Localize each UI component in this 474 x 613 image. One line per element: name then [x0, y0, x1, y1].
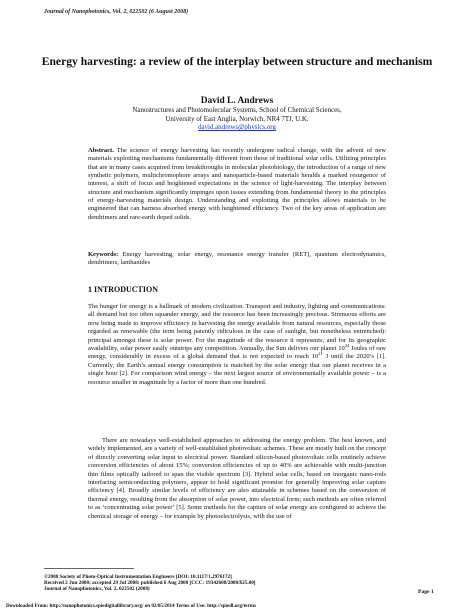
intro-p1-exponent-2: 21	[318, 351, 323, 357]
keywords-text: Energy harvesting, solar energy, resonance energy transfer (RET), quantum electrodynamics, dendrimers, lanthanides	[88, 251, 386, 267]
author-name: David L. Andrews	[200, 96, 274, 106]
affiliation-line-1: Nanostructures and Photomolecular Systems, School of Chemical Sciences,	[132, 107, 342, 114]
copyright-footnote	[44, 574, 424, 593]
author-email-link[interactable]: david.andrews@physics.org	[198, 124, 276, 132]
footnote-line-1: ©2008 Society of Photo-Optical Instrumentation Engineers [DOI: 10.1117/1.2976172]	[44, 574, 232, 580]
affiliation-line-2: University of East Anglia, Norwich, NR4 7TJ, U.K.	[165, 115, 309, 123]
abstract-text: The science of energy harvesting has recently undergone radical change, with the advent of new materials exploiting mechanisms fundamentally different from those of traditional solar cells. Utilizing principles that are in many cases acquired from breakthroughs in molecular photobiology, the introduction of a range of new synthetic polymers, multichromophore arrays and nanoparticle-based materials heralds a marked resurgence of interest, a shift of focus and heightened expectations in the science of light-harvesting. The interplay between structure and mechanism significantly impinges upon issues extending from fundamental theory to the principles of energy-harvesting materials design. Understanding and exploiting the principles allows materials to be engineered that can harness absorbed energy with heightened efficiency. Two of the key areas of application are dendrimers and rare-earth doped solids.	[88, 147, 386, 221]
footnote-divider	[44, 568, 134, 569]
download-notice: Downloaded From: http://nanophotonics.spiedigitallibrary.org/ on 02/05/2014 Terms of Use: http://spiedl.org/terms	[6, 603, 256, 609]
intro-p1-exponent-1: 24	[344, 342, 350, 348]
author-affiliation	[40, 107, 434, 133]
keywords-label: Keywords:	[88, 251, 119, 258]
page-number: Page 1	[418, 589, 434, 595]
intro-p1-text-a: The hunger for energy is a hallmark of modern civilization. Transport and industry, lighting and communications: all demand but too often squander energy, and the resource has been increasingly precious. Strenuous efforts are now being made to improve efficiency in harvesting the energy available from natural resources, especially those regarded as renewable (the term being patently ridiculous in the case of sunlight, but nonetheless entrenched): principal amongst these is solar power. For the magnitude of the resource it represents, and for its geographic availability, solar power easily outstrips any competition. Annually, the Sun delivers our planet 10	[88, 303, 386, 353]
abstract	[88, 147, 386, 222]
keywords	[88, 251, 386, 268]
footnote-line-3: Journal of Nanophotonics, Vol. 2, 022502 (2008)	[44, 586, 150, 593]
paper-title: Energy harvesting: a review of the interplay between structure and mechanism	[41, 55, 433, 68]
intro-paragraph-2: There are nowadays well-established approaches to addressing the energy problem. The best known, and widely implemented, are a variety of well-established photovoltaic schemes. These are mostly built on the concept of directly converting solar input to electrical power. Standard silicon-based photovoltaic cells routinely achieve conversion efficiencies of about 15%; conversion efficiencies of up to 40% are achievable with multi-junction thin films optically tailored to span the visible spectrum [3]. Hybrid solar cells, based on inorganic nano-rods interfacing semiconducting polymers, appear to hold significant promise for generally improving solar capture efficiency [4]. Broadly similar levels of efficiency are also attainable in schemes based on the conversion of thermal energy, resulting from the absorption of solar power, into electrical form; such methods are often referred to as ‘concentrating solar power’ [5]. Some methods for the capture of solar energy are configured to achieve the chemical storage of energy – for example by photoelectrolysis, with the use of	[88, 437, 386, 520]
intro-p1-text-b: Joules of raw energy, considerably in excess of a global demand that is not expected to reach 10	[88, 345, 386, 361]
intro-paragraph-1	[88, 303, 386, 387]
section-heading-introduction: 1 INTRODUCTION	[88, 285, 159, 294]
footnote-line-2: Received 2 Jun 2008; accepted 29 Jul 2008; published 6 Aug 2008 [CCC: 19342608/2008/$25.00]	[44, 580, 256, 587]
abstract-label: Abstract.	[88, 147, 114, 154]
running-head: Journal of Nanophotonics, Vol. 2, 022502 (6 August 2008)	[44, 9, 189, 15]
intro-p1-text-c: J until the 2020’s [1]. Currently, the Earth’s annual energy consumption is matched by the solar energy that our planet receives in a single hour [2]. For comparison wind energy – the next largest source of environmentally available power – is a resource smaller in magnitude by a factor of more than one hundred.	[88, 353, 386, 386]
